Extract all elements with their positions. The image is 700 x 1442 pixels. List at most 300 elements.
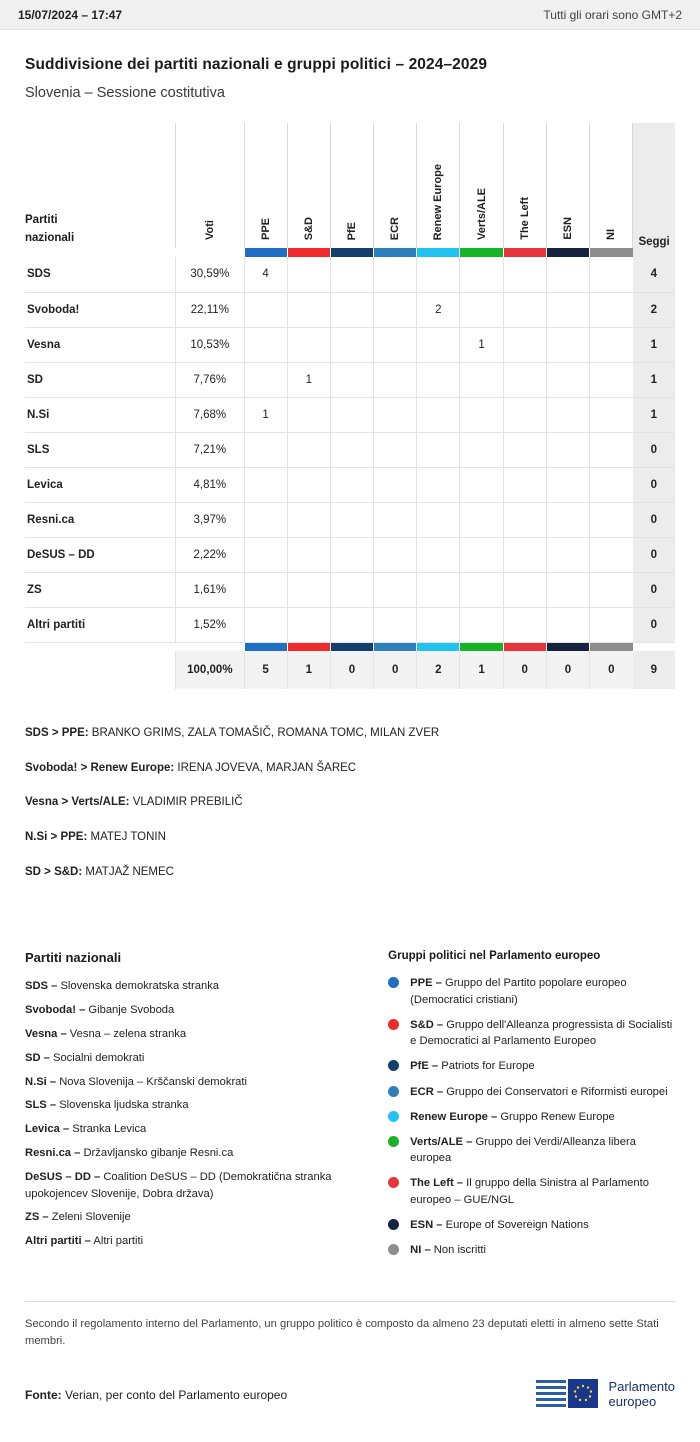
legend-group-text <box>410 1017 675 1049</box>
row-seat-cell <box>546 467 589 502</box>
group-header-esn: ESN <box>546 123 589 248</box>
row-seat-cell <box>460 607 503 642</box>
row-seat-cell: 2 <box>417 292 460 327</box>
row-seat-cell <box>417 502 460 537</box>
row-seat-cell <box>590 432 633 467</box>
group-header-verts: Verts/ALE <box>460 123 503 248</box>
results-table <box>25 123 675 689</box>
elected-entry <box>25 829 675 846</box>
row-total-seats: 0 <box>633 607 675 642</box>
legend-group-full: Patriots for Europe <box>438 1060 535 1073</box>
row-total-seats: 0 <box>633 572 675 607</box>
row-seat-cell <box>503 572 546 607</box>
colorbar-verts <box>460 248 503 257</box>
row-seat-cell <box>417 537 460 572</box>
row-seat-cell <box>546 432 589 467</box>
colorbar2-spacer-seats <box>633 642 675 651</box>
elected-entry-names: IRENA JOVEVA, MARJAN ŠAREC <box>174 761 357 774</box>
total-group-seats: 1 <box>460 651 503 689</box>
row-seat-cell <box>460 502 503 537</box>
row-party-name: Altri partiti <box>25 607 176 642</box>
legend-group-text <box>410 1217 589 1233</box>
row-votes-share: 2,22% <box>176 537 244 572</box>
row-seat-cell <box>330 292 373 327</box>
legend-party-full: Vesna – zelena stranka <box>66 1027 187 1040</box>
table-total-row <box>25 651 675 689</box>
elected-members-list <box>25 725 675 880</box>
row-seat-cell <box>244 362 287 397</box>
colorbar2-verts <box>460 642 503 651</box>
total-votes: 100,00% <box>176 651 244 689</box>
row-seat-cell: 1 <box>287 362 330 397</box>
table-row <box>25 502 675 537</box>
legend-group-item <box>388 1175 675 1207</box>
ep-logo-line2: europeo <box>608 1394 657 1409</box>
group-color-bar-bottom <box>25 642 675 651</box>
legend-party-item <box>25 1002 370 1019</box>
colorbar-pfe <box>330 248 373 257</box>
legend-groups-items <box>388 975 675 1258</box>
row-seat-cell <box>503 257 546 292</box>
row-seat-cell <box>287 502 330 537</box>
row-seat-cell <box>374 502 417 537</box>
results-table-body <box>25 257 675 642</box>
row-seat-cell <box>503 432 546 467</box>
row-total-seats: 1 <box>633 362 675 397</box>
legend-group-full: Il gruppo della Sinistra al Parlamento europeo – GUE/NGL <box>410 1177 649 1206</box>
row-seat-cell <box>330 397 373 432</box>
group-header-sd: S&D <box>287 123 330 248</box>
row-votes-share: 1,61% <box>176 572 244 607</box>
legend-group-item <box>388 1017 675 1049</box>
row-seat-cell <box>417 572 460 607</box>
row-total-seats: 2 <box>633 292 675 327</box>
legend-national-parties <box>25 950 370 1267</box>
row-party-name: ZS <box>25 572 176 607</box>
legend-party-item <box>25 1026 370 1043</box>
elected-entry-label: N.Si > PPE: <box>25 831 88 844</box>
elected-entry-names: BRANKO GRIMS, ZALA TOMAŠIČ, ROMANA TOMC, MILAN ZVER <box>88 727 440 739</box>
row-total-seats: 0 <box>633 502 675 537</box>
eu-flag-icon <box>536 1376 600 1414</box>
footer-divider <box>25 1301 675 1302</box>
row-seat-cell <box>330 467 373 502</box>
source-label: Fonte: <box>25 1388 62 1402</box>
table-row <box>25 432 675 467</box>
legend-group-item <box>388 1058 675 1074</box>
legend-group-abbr: S&D – <box>410 1018 444 1031</box>
table-row <box>25 362 675 397</box>
colorbar2-renew <box>417 642 460 651</box>
row-seat-cell <box>330 257 373 292</box>
legend-party-full: Slovenska ljudska stranka <box>56 1099 189 1112</box>
row-seat-cell <box>546 362 589 397</box>
row-total-seats: 0 <box>633 467 675 502</box>
ep-logo <box>536 1376 675 1414</box>
colorbar-ppe <box>244 248 287 257</box>
row-seat-cell <box>417 607 460 642</box>
row-party-name: Resni.ca <box>25 502 176 537</box>
elected-entry <box>25 864 675 881</box>
legend-group-text <box>410 1175 675 1207</box>
row-seat-cell <box>460 292 503 327</box>
row-seat-cell <box>417 467 460 502</box>
table-row <box>25 397 675 432</box>
page-content <box>0 56 700 1442</box>
group-header-renew: Renew Europe <box>417 123 460 248</box>
total-group-seats: 5 <box>244 651 287 689</box>
elected-entry-names: MATEJ TONIN <box>87 831 166 844</box>
row-total-seats: 1 <box>633 397 675 432</box>
legend-party-item <box>25 1074 370 1091</box>
group-color-dot-icon <box>388 1244 399 1255</box>
group-color-bar-top <box>25 248 675 257</box>
legend-group-text <box>410 1084 667 1100</box>
table-row <box>25 537 675 572</box>
colorbar-spacer-votes <box>176 248 244 257</box>
row-seat-cell <box>417 327 460 362</box>
row-seat-cell <box>330 432 373 467</box>
colorbar-esn <box>546 248 589 257</box>
group-header-left: The Left <box>503 123 546 248</box>
row-seat-cell <box>287 432 330 467</box>
colorbar2-esn <box>546 642 589 651</box>
table-row <box>25 572 675 607</box>
elected-entry-label: SD > S&D: <box>25 865 83 878</box>
group-color-dot-icon <box>388 1177 399 1188</box>
colorbar2-spacer-votes <box>176 642 244 651</box>
elected-entry <box>25 760 675 777</box>
total-row-label <box>25 651 176 689</box>
row-seat-cell <box>287 537 330 572</box>
row-votes-share: 30,59% <box>176 257 244 292</box>
source-text: Verian, per conto del Parlamento europeo <box>61 1388 288 1402</box>
legend-party-item <box>25 1145 370 1162</box>
row-seat-cell <box>417 397 460 432</box>
group-header-pfe: PfE <box>330 123 373 248</box>
row-seat-cell <box>417 257 460 292</box>
total-group-seats: 0 <box>374 651 417 689</box>
colorbar2-spacer-party <box>25 642 176 651</box>
legend-party-abbr: ZS – <box>25 1211 49 1224</box>
total-group-seats: 0 <box>330 651 373 689</box>
row-seat-cell <box>590 292 633 327</box>
row-seat-cell <box>330 607 373 642</box>
legend-political-groups <box>388 950 675 1267</box>
colorbar-ecr <box>374 248 417 257</box>
row-seat-cell <box>244 607 287 642</box>
total-group-seats: 1 <box>287 651 330 689</box>
legend-group-item <box>388 1134 675 1166</box>
legend-group-item <box>388 1217 675 1233</box>
legend-party-full: Gibanje Svoboda <box>85 1004 175 1017</box>
legend-group-text <box>410 1109 615 1125</box>
seats-header-label: Seggi <box>638 236 670 248</box>
top-bar <box>0 0 700 30</box>
legend-group-item <box>388 1084 675 1100</box>
row-votes-share: 10,53% <box>176 327 244 362</box>
elected-entry-label: Vesna > Verts/ALE: <box>25 796 130 809</box>
row-party-name: Svoboda! <box>25 292 176 327</box>
row-seat-cell <box>374 397 417 432</box>
table-row <box>25 257 675 292</box>
legend-party-abbr: Resni.ca – <box>25 1146 81 1159</box>
table-header-row <box>25 123 675 248</box>
legend-party-item <box>25 1209 370 1226</box>
row-seat-cell <box>287 397 330 432</box>
row-seat-cell <box>460 467 503 502</box>
legend-group-text <box>410 1134 675 1166</box>
row-seat-cell <box>287 257 330 292</box>
legend-parties-items <box>25 978 370 1250</box>
row-seat-cell <box>244 572 287 607</box>
row-seat-cell <box>460 432 503 467</box>
group-color-dot-icon <box>388 1019 399 1030</box>
row-seat-cell <box>287 327 330 362</box>
row-seat-cell <box>417 432 460 467</box>
total-seats: 9 <box>633 651 675 689</box>
legend-group-abbr: NI – <box>410 1244 431 1257</box>
colorbar-spacer-party <box>25 248 176 257</box>
legend-party-abbr: SLS – <box>25 1099 57 1112</box>
legend-group-text <box>410 975 675 1007</box>
row-seat-cell <box>244 537 287 572</box>
row-seat-cell <box>590 327 633 362</box>
row-seat-cell <box>460 572 503 607</box>
row-votes-share: 3,97% <box>176 502 244 537</box>
group-header-ni: NI <box>590 123 633 248</box>
row-seat-cell <box>374 257 417 292</box>
legend-group-abbr: Renew Europe – <box>410 1110 498 1123</box>
colorbar2-ppe <box>244 642 287 651</box>
row-seat-cell <box>503 397 546 432</box>
row-seat-cell <box>460 537 503 572</box>
row-seat-cell <box>330 537 373 572</box>
party-column-header <box>25 123 176 248</box>
row-votes-share: 1,52% <box>176 607 244 642</box>
legend-group-full: Non iscritti <box>430 1244 487 1257</box>
row-seat-cell: 1 <box>244 397 287 432</box>
row-seat-cell <box>417 362 460 397</box>
legend-party-full: Altri partiti <box>90 1235 144 1248</box>
legend-parties-title: Partiti nazionali <box>25 950 122 966</box>
legend-party-item <box>25 1233 370 1250</box>
legend-group-full: Gruppo dei Conservatori e Riformisti europei <box>443 1085 668 1098</box>
row-total-seats: 1 <box>633 327 675 362</box>
colorbar2-left <box>503 642 546 651</box>
row-seat-cell <box>546 327 589 362</box>
row-party-name: Levica <box>25 467 176 502</box>
party-header-line2: nazionali <box>25 232 75 245</box>
row-seat-cell <box>503 467 546 502</box>
votes-header-label: Voti <box>203 220 216 240</box>
legend-group-text <box>410 1058 534 1074</box>
row-seat-cell <box>287 292 330 327</box>
row-party-name: N.Si <box>25 397 176 432</box>
row-seat-cell <box>374 467 417 502</box>
ep-logo-text <box>609 1380 675 1410</box>
row-seat-cell <box>503 502 546 537</box>
row-seat-cell <box>590 502 633 537</box>
seats-column-header <box>633 123 675 248</box>
row-votes-share: 7,68% <box>176 397 244 432</box>
row-seat-cell <box>374 362 417 397</box>
legend-group-full: Europe of Sovereign Nations <box>442 1218 589 1231</box>
table-row <box>25 607 675 642</box>
row-seat-cell <box>287 607 330 642</box>
row-seat-cell <box>374 432 417 467</box>
legend-party-abbr: SDS – <box>25 980 58 993</box>
total-group-seats: 0 <box>503 651 546 689</box>
party-header-line1: Partiti <box>25 214 58 227</box>
row-votes-share: 22,11% <box>176 292 244 327</box>
legend-party-item <box>25 1097 370 1114</box>
colorbar2-pfe <box>330 642 373 651</box>
elected-entry-names: MATJAŽ NEMEC <box>82 865 174 878</box>
row-seat-cell <box>460 257 503 292</box>
bottom-colorbar-body <box>25 642 675 651</box>
row-seat-cell <box>590 537 633 572</box>
table-row <box>25 292 675 327</box>
group-color-dot-icon <box>388 1111 399 1122</box>
row-seat-cell <box>374 327 417 362</box>
row-seat-cell <box>503 607 546 642</box>
row-seat-cell <box>330 327 373 362</box>
colorbar2-ecr <box>374 642 417 651</box>
row-total-seats: 0 <box>633 537 675 572</box>
colorbar2-sd <box>287 642 330 651</box>
row-seat-cell <box>546 502 589 537</box>
row-votes-share: 7,76% <box>176 362 244 397</box>
row-seat-cell <box>590 362 633 397</box>
colorbar2-ni <box>590 642 633 651</box>
row-seat-cell <box>590 257 633 292</box>
row-seat-cell <box>503 537 546 572</box>
legend-group-full: Gruppo del Partito popolare europeo (Democratici cristiani) <box>410 977 627 1006</box>
row-total-seats: 4 <box>633 257 675 292</box>
legend-party-full: Socialni demokrati <box>49 1051 145 1064</box>
row-seat-cell <box>374 292 417 327</box>
row-party-name: SDS <box>25 257 176 292</box>
group-color-dot-icon <box>388 1086 399 1097</box>
elected-entry-label: Svoboda! > Renew Europe: <box>25 761 175 774</box>
row-party-name: Vesna <box>25 327 176 362</box>
legend-group-abbr: ESN – <box>410 1218 443 1231</box>
legends <box>25 950 675 1267</box>
colorbar-sd <box>287 248 330 257</box>
legend-party-item <box>25 1169 370 1203</box>
row-seat-cell <box>590 467 633 502</box>
legend-party-full: Slovenska demokratska stranka <box>57 980 220 993</box>
row-seat-cell <box>330 362 373 397</box>
row-seat-cell <box>546 292 589 327</box>
legend-party-abbr: Altri partiti – <box>25 1235 91 1248</box>
elected-entry-label: SDS > PPE: <box>25 727 89 739</box>
table-row <box>25 327 675 362</box>
page-title: Suddivisione dei partiti nazionali e gruppi politici – 2024–2029 <box>25 56 488 73</box>
legend-group-abbr: Verts/ALE – <box>410 1136 473 1148</box>
row-party-name: DeSUS – DD <box>25 537 176 572</box>
legend-group-abbr: ECR – <box>410 1085 444 1098</box>
group-color-dot-icon <box>388 1219 399 1230</box>
table-row <box>25 467 675 502</box>
row-votes-share: 7,21% <box>176 432 244 467</box>
row-seat-cell <box>374 572 417 607</box>
legend-group-abbr: PPE – <box>410 977 442 990</box>
total-group-seats: 2 <box>417 651 460 689</box>
timezone-note: Tutti gli orari sono GMT+2 <box>543 7 682 22</box>
results-table-footer <box>25 651 675 689</box>
source-line <box>25 1388 287 1402</box>
row-seat-cell <box>460 362 503 397</box>
ep-logo-line1: Parlamento <box>608 1379 675 1395</box>
colorbar-left <box>503 248 546 257</box>
row-seat-cell <box>546 572 589 607</box>
legend-party-item <box>25 1121 370 1138</box>
timestamp: 15/07/2024 – 17:47 <box>18 7 123 22</box>
legend-party-full: Nova Slovenija – Krščanski demokrati <box>56 1075 247 1088</box>
legend-group-abbr: PfE – <box>410 1060 439 1073</box>
elected-entry <box>25 725 675 742</box>
colorbar-ni <box>590 248 633 257</box>
legend-party-full: Coalition DeSUS – DD (Demokratična stranka upokojencev Slovenije, Dobra država) <box>25 1170 332 1200</box>
legend-party-abbr: DeSUS – DD – <box>25 1170 101 1183</box>
row-seat-cell <box>590 397 633 432</box>
group-header-ppe: PPE <box>244 123 287 248</box>
legend-groups-title: Gruppi politici nel Parlamento europeo <box>388 950 601 963</box>
group-color-dot-icon <box>388 1136 399 1147</box>
row-seat-cell <box>244 502 287 537</box>
row-party-name: SLS <box>25 432 176 467</box>
row-total-seats: 0 <box>633 432 675 467</box>
row-seat-cell <box>244 292 287 327</box>
row-seat-cell <box>330 572 373 607</box>
legend-group-item <box>388 1242 675 1258</box>
page-subtitle: Slovenia – Sessione costitutiva <box>25 85 225 101</box>
row-seat-cell <box>546 607 589 642</box>
row-seat-cell <box>330 502 373 537</box>
legend-party-abbr: Svoboda! – <box>25 1004 86 1017</box>
total-group-seats: 0 <box>590 651 633 689</box>
row-seat-cell <box>287 572 330 607</box>
legend-group-full: Gruppo dell'Alleanza progressista di Socialisti e Democratici al Parlamento Europeo <box>410 1018 673 1048</box>
legend-group-full: Gruppo Renew Europe <box>497 1110 615 1123</box>
legend-party-full: Zeleni Slovenije <box>48 1211 131 1224</box>
total-group-seats: 0 <box>546 651 589 689</box>
legend-party-full: Državljansko gibanje Resni.ca <box>80 1146 234 1159</box>
legend-group-text <box>410 1242 486 1258</box>
colorbar-renew <box>417 248 460 257</box>
group-header-ecr: ECR <box>374 123 417 248</box>
legend-party-abbr: Levica – <box>25 1123 70 1136</box>
row-seat-cell <box>546 257 589 292</box>
legend-party-abbr: N.Si – <box>25 1075 57 1088</box>
elected-entry-names: VLADIMIR PREBILIČ <box>129 796 243 809</box>
row-seat-cell <box>503 327 546 362</box>
row-seat-cell: 4 <box>244 257 287 292</box>
elected-entry <box>25 794 675 811</box>
row-seat-cell <box>287 467 330 502</box>
row-seat-cell <box>590 607 633 642</box>
row-seat-cell: 1 <box>460 327 503 362</box>
legend-group-full: Gruppo dei Verdi/Alleanza libera europea <box>410 1136 636 1165</box>
row-seat-cell <box>503 292 546 327</box>
legend-group-item <box>388 1109 675 1125</box>
row-party-name: SD <box>25 362 176 397</box>
row-seat-cell <box>244 467 287 502</box>
votes-column-header <box>176 123 244 248</box>
page-footer <box>25 1376 675 1442</box>
